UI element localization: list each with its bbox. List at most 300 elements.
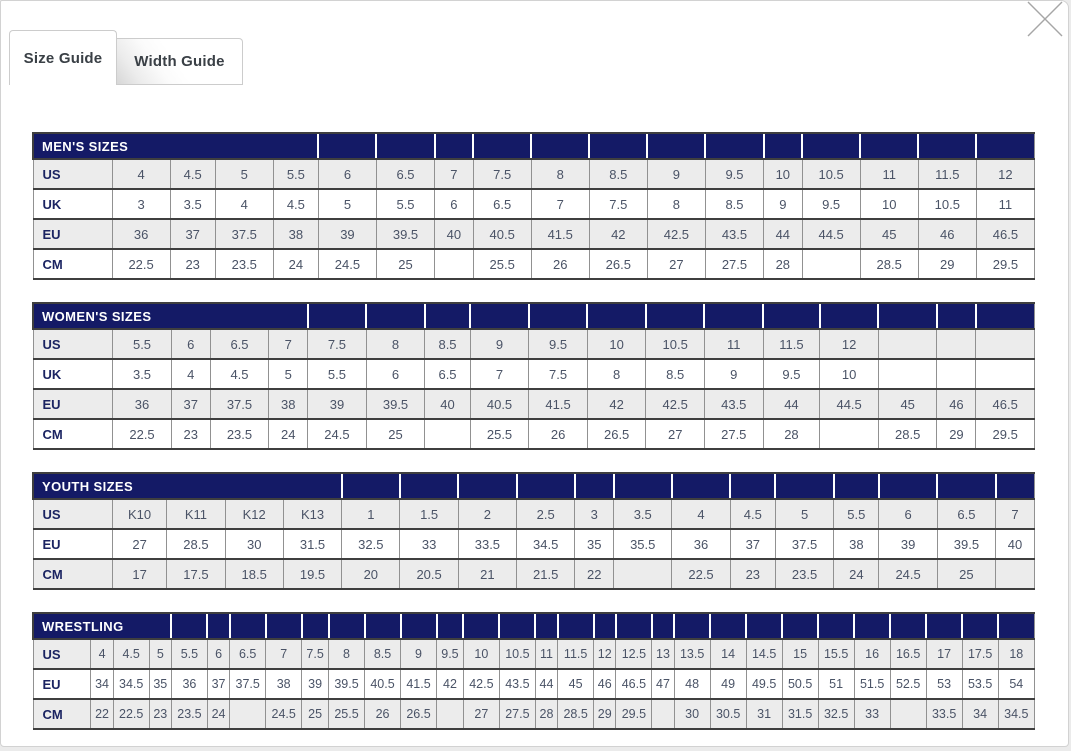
size-cell: 5.5 [376, 189, 434, 219]
header-spacer-cell [937, 303, 976, 329]
table-row [33, 419, 1035, 449]
header-spacer-cell [674, 613, 710, 639]
header-spacer-cell [976, 303, 1035, 329]
size-cell: 7.5 [308, 329, 367, 359]
size-cell: 7 [996, 499, 1035, 529]
size-cell: 24.5 [266, 699, 302, 729]
size-cell: 24 [269, 419, 308, 449]
size-table-wrestling [32, 612, 1035, 730]
size-cell: 4 [672, 499, 730, 529]
header-spacer-cell [764, 133, 803, 159]
size-cell: 23 [149, 699, 171, 729]
size-cell: 49 [710, 669, 746, 699]
size-cell: 36 [672, 529, 730, 559]
size-cell: 35 [149, 669, 171, 699]
size-cell: 3 [112, 189, 170, 219]
size-cell: 41.5 [401, 669, 437, 699]
table-row [33, 159, 1035, 189]
table-row [33, 219, 1035, 249]
size-cell: 3.5 [113, 359, 172, 389]
header-spacer-cell [376, 133, 434, 159]
size-cell: 27 [647, 249, 705, 279]
size-cell: 51.5 [854, 669, 890, 699]
size-cell: 6.5 [376, 159, 434, 189]
size-cell: 22.5 [113, 419, 172, 449]
size-cell: 37 [171, 389, 210, 419]
size-cell: 25 [937, 559, 995, 589]
size-cell [652, 699, 674, 729]
size-cell: 9 [647, 159, 705, 189]
size-cell: 6 [207, 639, 229, 669]
size-cell: 28.5 [558, 699, 594, 729]
header-spacer-cell [775, 473, 833, 499]
header-spacer-cell [672, 473, 730, 499]
size-cell: 33 [400, 529, 458, 559]
size-cell: 40.5 [470, 389, 529, 419]
size-cell: 37.5 [215, 219, 273, 249]
size-cell: 50.5 [782, 669, 818, 699]
size-cell: 10.5 [646, 329, 705, 359]
size-cell: 37.5 [230, 669, 266, 699]
header-spacer-cell [342, 473, 400, 499]
size-cell: 25.5 [473, 249, 531, 279]
size-cell: 40.5 [473, 219, 531, 249]
size-cell: 27 [463, 699, 499, 729]
size-cell: 5 [775, 499, 833, 529]
size-cell: 34.5 [113, 669, 149, 699]
header-spacer-cell [926, 613, 962, 639]
header-spacer-cell [802, 133, 860, 159]
size-cell: 7.5 [302, 639, 329, 669]
size-cell: 24 [273, 249, 318, 279]
size-cell: 29 [918, 249, 976, 279]
size-cell: 45 [878, 389, 937, 419]
header-spacer-cell [879, 473, 937, 499]
size-cell [890, 699, 926, 729]
header-spacer-cell [463, 613, 499, 639]
size-cell: 17 [112, 559, 166, 589]
size-cell: 46 [594, 669, 616, 699]
size-cell: 8 [366, 329, 425, 359]
table-row [33, 189, 1035, 219]
header-spacer-cell [782, 613, 818, 639]
header-spacer-cell [854, 613, 890, 639]
header-spacer-cell [647, 133, 705, 159]
size-cell: 25.5 [470, 419, 529, 449]
size-cell: 6.5 [210, 329, 269, 359]
table-row [33, 499, 1035, 529]
size-cell: K13 [283, 499, 341, 529]
size-cell: 41.5 [531, 219, 589, 249]
size-cell: 42 [587, 389, 646, 419]
size-cell: 23 [730, 559, 775, 589]
header-spacer-cell [705, 133, 763, 159]
size-cell: 30 [225, 529, 283, 559]
size-cell: 28 [535, 699, 557, 729]
header-spacer-cell [878, 303, 937, 329]
header-spacer-cell [652, 613, 674, 639]
size-cell: 37.5 [210, 389, 269, 419]
size-cell: 8 [587, 359, 646, 389]
size-table-womens [32, 302, 1035, 450]
size-cell: 31.5 [283, 529, 341, 559]
size-cell: 5.5 [834, 499, 879, 529]
size-cell: 48 [674, 669, 710, 699]
size-cell [878, 359, 937, 389]
size-cell: 31.5 [782, 699, 818, 729]
size-cell: 10.5 [802, 159, 860, 189]
table-row [33, 669, 1035, 699]
size-cell: 52.5 [890, 669, 926, 699]
size-cell [976, 329, 1035, 359]
size-cell: 12 [820, 329, 879, 359]
header-spacer-cell [529, 303, 588, 329]
size-cell: K12 [225, 499, 283, 529]
size-cell: 7 [269, 329, 308, 359]
size-cell: 39.5 [376, 219, 434, 249]
size-cell [437, 699, 464, 729]
table-title: WRESTLING [33, 613, 171, 639]
size-cell: 4.5 [113, 639, 149, 669]
size-cell: 44 [764, 219, 803, 249]
row-label-cm: CM [33, 699, 91, 729]
size-cell: 42.5 [646, 389, 705, 419]
size-cell: 12 [594, 639, 616, 669]
row-label-eu: EU [33, 669, 91, 699]
size-cell: 39.5 [366, 389, 425, 419]
size-cell: 47 [652, 669, 674, 699]
size-cell [937, 359, 976, 389]
size-cell: 23.5 [171, 699, 207, 729]
table-header-row [33, 473, 1035, 499]
size-cell: 4.5 [170, 159, 215, 189]
size-cell: 2 [458, 499, 516, 529]
header-spacer-cell [746, 613, 782, 639]
size-cell: 3.5 [170, 189, 215, 219]
size-cell: 28 [764, 249, 803, 279]
size-cell: 46.5 [616, 669, 652, 699]
row-label-uk: UK [33, 189, 112, 219]
size-cell: 7 [531, 189, 589, 219]
table-row [33, 639, 1035, 669]
size-cell: 34 [91, 669, 113, 699]
size-cell: 7.5 [473, 159, 531, 189]
row-label-us: US [33, 499, 112, 529]
header-spacer-cell [558, 613, 594, 639]
header-spacer-cell [575, 473, 614, 499]
size-cell: 26.5 [401, 699, 437, 729]
size-cell: 11 [704, 329, 763, 359]
size-cell: 46 [937, 389, 976, 419]
size-cell: 35.5 [614, 529, 672, 559]
size-cell: 18.5 [225, 559, 283, 589]
size-cell: 8.5 [705, 189, 763, 219]
size-cell: 53 [926, 669, 962, 699]
size-cell: 11 [860, 159, 918, 189]
size-cell [976, 359, 1035, 389]
size-cell: 24 [834, 559, 879, 589]
size-cell: 42.5 [463, 669, 499, 699]
size-cell: 10 [587, 329, 646, 359]
table-title: YOUTH SIZES [33, 473, 342, 499]
size-table-mens [32, 132, 1035, 280]
header-spacer-cell [458, 473, 516, 499]
header-spacer-cell [473, 133, 531, 159]
row-label-eu: EU [33, 219, 112, 249]
header-spacer-cell [614, 473, 672, 499]
size-cell: 22.5 [672, 559, 730, 589]
size-cell: 51 [818, 669, 854, 699]
table-row [33, 329, 1035, 359]
size-cell: 26 [531, 249, 589, 279]
header-spacer-cell [535, 613, 557, 639]
row-label-eu: EU [33, 389, 113, 419]
tab-width-guide[interactable] [117, 38, 243, 85]
size-cell: 44 [535, 669, 557, 699]
size-cell: 8 [647, 189, 705, 219]
size-cell: 1.5 [400, 499, 458, 529]
size-cell: 44 [763, 389, 820, 419]
size-cell: K11 [167, 499, 225, 529]
size-cell: 54 [998, 669, 1034, 699]
size-cell: 22 [91, 699, 113, 729]
size-cell: 46.5 [976, 389, 1035, 419]
size-cell: 29 [594, 699, 616, 729]
header-spacer-cell [531, 133, 589, 159]
header-spacer-cell [437, 613, 464, 639]
table-row [33, 529, 1035, 559]
size-cell: 15 [782, 639, 818, 669]
size-cell [614, 559, 672, 589]
header-spacer-cell [308, 303, 367, 329]
size-cell: 37 [207, 669, 229, 699]
size-cell: 4.5 [273, 189, 318, 219]
size-cell: 25 [302, 699, 329, 729]
size-cell: 40 [435, 219, 474, 249]
size-cell: 8.5 [365, 639, 401, 669]
size-cell: 27.5 [705, 249, 763, 279]
size-cell: 28 [763, 419, 820, 449]
size-cell: 29 [937, 419, 976, 449]
size-cell: 10 [820, 359, 879, 389]
size-cell: 27.5 [499, 699, 535, 729]
size-cell: 23.5 [210, 419, 269, 449]
header-spacer-cell [763, 303, 820, 329]
size-cell: 4 [171, 359, 210, 389]
size-cell: 10.5 [499, 639, 535, 669]
size-cell: 41.5 [529, 389, 588, 419]
header-spacer-cell [171, 613, 207, 639]
header-spacer-cell [976, 133, 1034, 159]
size-cell: 37 [730, 529, 775, 559]
size-cell: 15.5 [818, 639, 854, 669]
size-cell: 10 [860, 189, 918, 219]
header-spacer-cell [996, 473, 1035, 499]
size-cell: 1 [342, 499, 400, 529]
size-cell: 43.5 [705, 219, 763, 249]
header-spacer-cell [860, 133, 918, 159]
table-row [33, 699, 1035, 729]
size-cell: 11 [535, 639, 557, 669]
size-cell: 4 [112, 159, 170, 189]
row-label-cm: CM [33, 559, 112, 589]
size-cell: 30.5 [710, 699, 746, 729]
size-cell: 46 [918, 219, 976, 249]
size-cell: 26.5 [587, 419, 646, 449]
size-cell: 5 [149, 639, 171, 669]
size-cell: 21.5 [517, 559, 575, 589]
header-spacer-cell [998, 613, 1034, 639]
size-cell: 12.5 [616, 639, 652, 669]
size-cell: 9 [764, 189, 803, 219]
header-spacer-cell [587, 303, 646, 329]
header-spacer-cell [937, 473, 995, 499]
table-header-row [33, 613, 1035, 639]
size-cell [878, 329, 937, 359]
size-cell: 38 [269, 389, 308, 419]
size-cell: 22 [575, 559, 614, 589]
size-cell: 39 [302, 669, 329, 699]
size-cell [820, 419, 879, 449]
size-cell: 25 [366, 419, 425, 449]
size-cell: 20 [342, 559, 400, 589]
size-cell: 45 [558, 669, 594, 699]
size-cell: 17.5 [167, 559, 225, 589]
size-cell: 38 [266, 669, 302, 699]
size-cell: 42.5 [647, 219, 705, 249]
size-cell: 31 [746, 699, 782, 729]
size-cell: 4 [91, 639, 113, 669]
size-cell: 39.5 [329, 669, 365, 699]
header-spacer-cell [400, 473, 458, 499]
size-cell: 40.5 [365, 669, 401, 699]
size-cell: 9 [401, 639, 437, 669]
size-cell: 13.5 [674, 639, 710, 669]
header-spacer-cell [366, 303, 425, 329]
size-cell: 4.5 [730, 499, 775, 529]
size-cell: 38 [834, 529, 879, 559]
row-label-cm: CM [33, 249, 112, 279]
size-cell: 3 [575, 499, 614, 529]
size-cell: 35 [575, 529, 614, 559]
row-label-eu: EU [33, 529, 112, 559]
size-cell: 16.5 [890, 639, 926, 669]
size-cell: 25 [376, 249, 434, 279]
header-spacer-cell [499, 613, 535, 639]
header-spacer-cell [962, 613, 998, 639]
size-cell [996, 559, 1035, 589]
tab-size-guide-label: Size Guide [23, 49, 103, 67]
size-cell: 28.5 [860, 249, 918, 279]
header-spacer-cell [594, 613, 616, 639]
close-icon [1025, 1, 1065, 39]
header-spacer-cell [329, 613, 365, 639]
size-cell: 32.5 [818, 699, 854, 729]
size-cell: 24.5 [879, 559, 937, 589]
size-cell: 42 [589, 219, 647, 249]
table-title: MEN'S SIZES [33, 133, 318, 159]
size-cell: 6.5 [425, 359, 470, 389]
size-cell: 5.5 [171, 639, 207, 669]
size-cell: 6 [318, 159, 376, 189]
size-cell: 19.5 [283, 559, 341, 589]
size-cell: 27 [112, 529, 166, 559]
size-cell: 23 [171, 419, 210, 449]
size-cell: 7.5 [529, 359, 588, 389]
header-spacer-cell [435, 133, 474, 159]
table-row [33, 359, 1035, 389]
size-cell: 3.5 [614, 499, 672, 529]
size-cell: 9.5 [437, 639, 464, 669]
header-spacer-cell [818, 613, 854, 639]
size-cell: 5 [269, 359, 308, 389]
size-cell [435, 249, 474, 279]
size-cell [425, 419, 470, 449]
row-label-us: US [33, 639, 91, 669]
close-button[interactable] [1025, 1, 1065, 39]
size-cell: 7.5 [589, 189, 647, 219]
size-cell: K10 [112, 499, 166, 529]
size-cell: 9 [704, 359, 763, 389]
header-spacer-cell [266, 613, 302, 639]
size-cell: 39.5 [937, 529, 995, 559]
size-cell: 9.5 [802, 189, 860, 219]
size-cell: 36 [113, 389, 172, 419]
size-cell: 6.5 [937, 499, 995, 529]
tab-size-guide[interactable] [9, 30, 117, 85]
size-cell: 29.5 [976, 419, 1035, 449]
size-cell: 34.5 [998, 699, 1034, 729]
size-cell: 7 [470, 359, 529, 389]
size-cell: 21 [458, 559, 516, 589]
header-spacer-cell [470, 303, 529, 329]
size-guide-content [32, 132, 1035, 747]
row-label-us: US [33, 329, 113, 359]
size-cell: 17 [926, 639, 962, 669]
header-spacer-cell [589, 133, 647, 159]
size-cell: 39 [308, 389, 367, 419]
size-cell: 14.5 [746, 639, 782, 669]
size-cell: 37 [170, 219, 215, 249]
row-label-uk: UK [33, 359, 113, 389]
size-cell: 38 [273, 219, 318, 249]
size-cell: 27.5 [704, 419, 763, 449]
size-cell: 8.5 [425, 329, 470, 359]
size-cell: 16 [854, 639, 890, 669]
size-cell: 10 [463, 639, 499, 669]
size-cell: 26 [365, 699, 401, 729]
size-cell: 5 [215, 159, 273, 189]
size-cell: 4 [215, 189, 273, 219]
row-label-cm: CM [33, 419, 113, 449]
header-spacer-cell [710, 613, 746, 639]
size-cell: 8.5 [646, 359, 705, 389]
size-cell [937, 329, 976, 359]
size-cell: 49.5 [746, 669, 782, 699]
size-cell: 6.5 [473, 189, 531, 219]
size-cell: 42 [437, 669, 464, 699]
header-spacer-cell [365, 613, 401, 639]
size-cell: 46.5 [976, 219, 1034, 249]
size-cell: 43.5 [704, 389, 763, 419]
size-cell: 20.5 [400, 559, 458, 589]
size-cell: 33.5 [926, 699, 962, 729]
size-cell: 17.5 [962, 639, 998, 669]
table-row [33, 249, 1035, 279]
size-cell: 14 [710, 639, 746, 669]
size-cell: 4.5 [210, 359, 269, 389]
size-cell: 11.5 [918, 159, 976, 189]
